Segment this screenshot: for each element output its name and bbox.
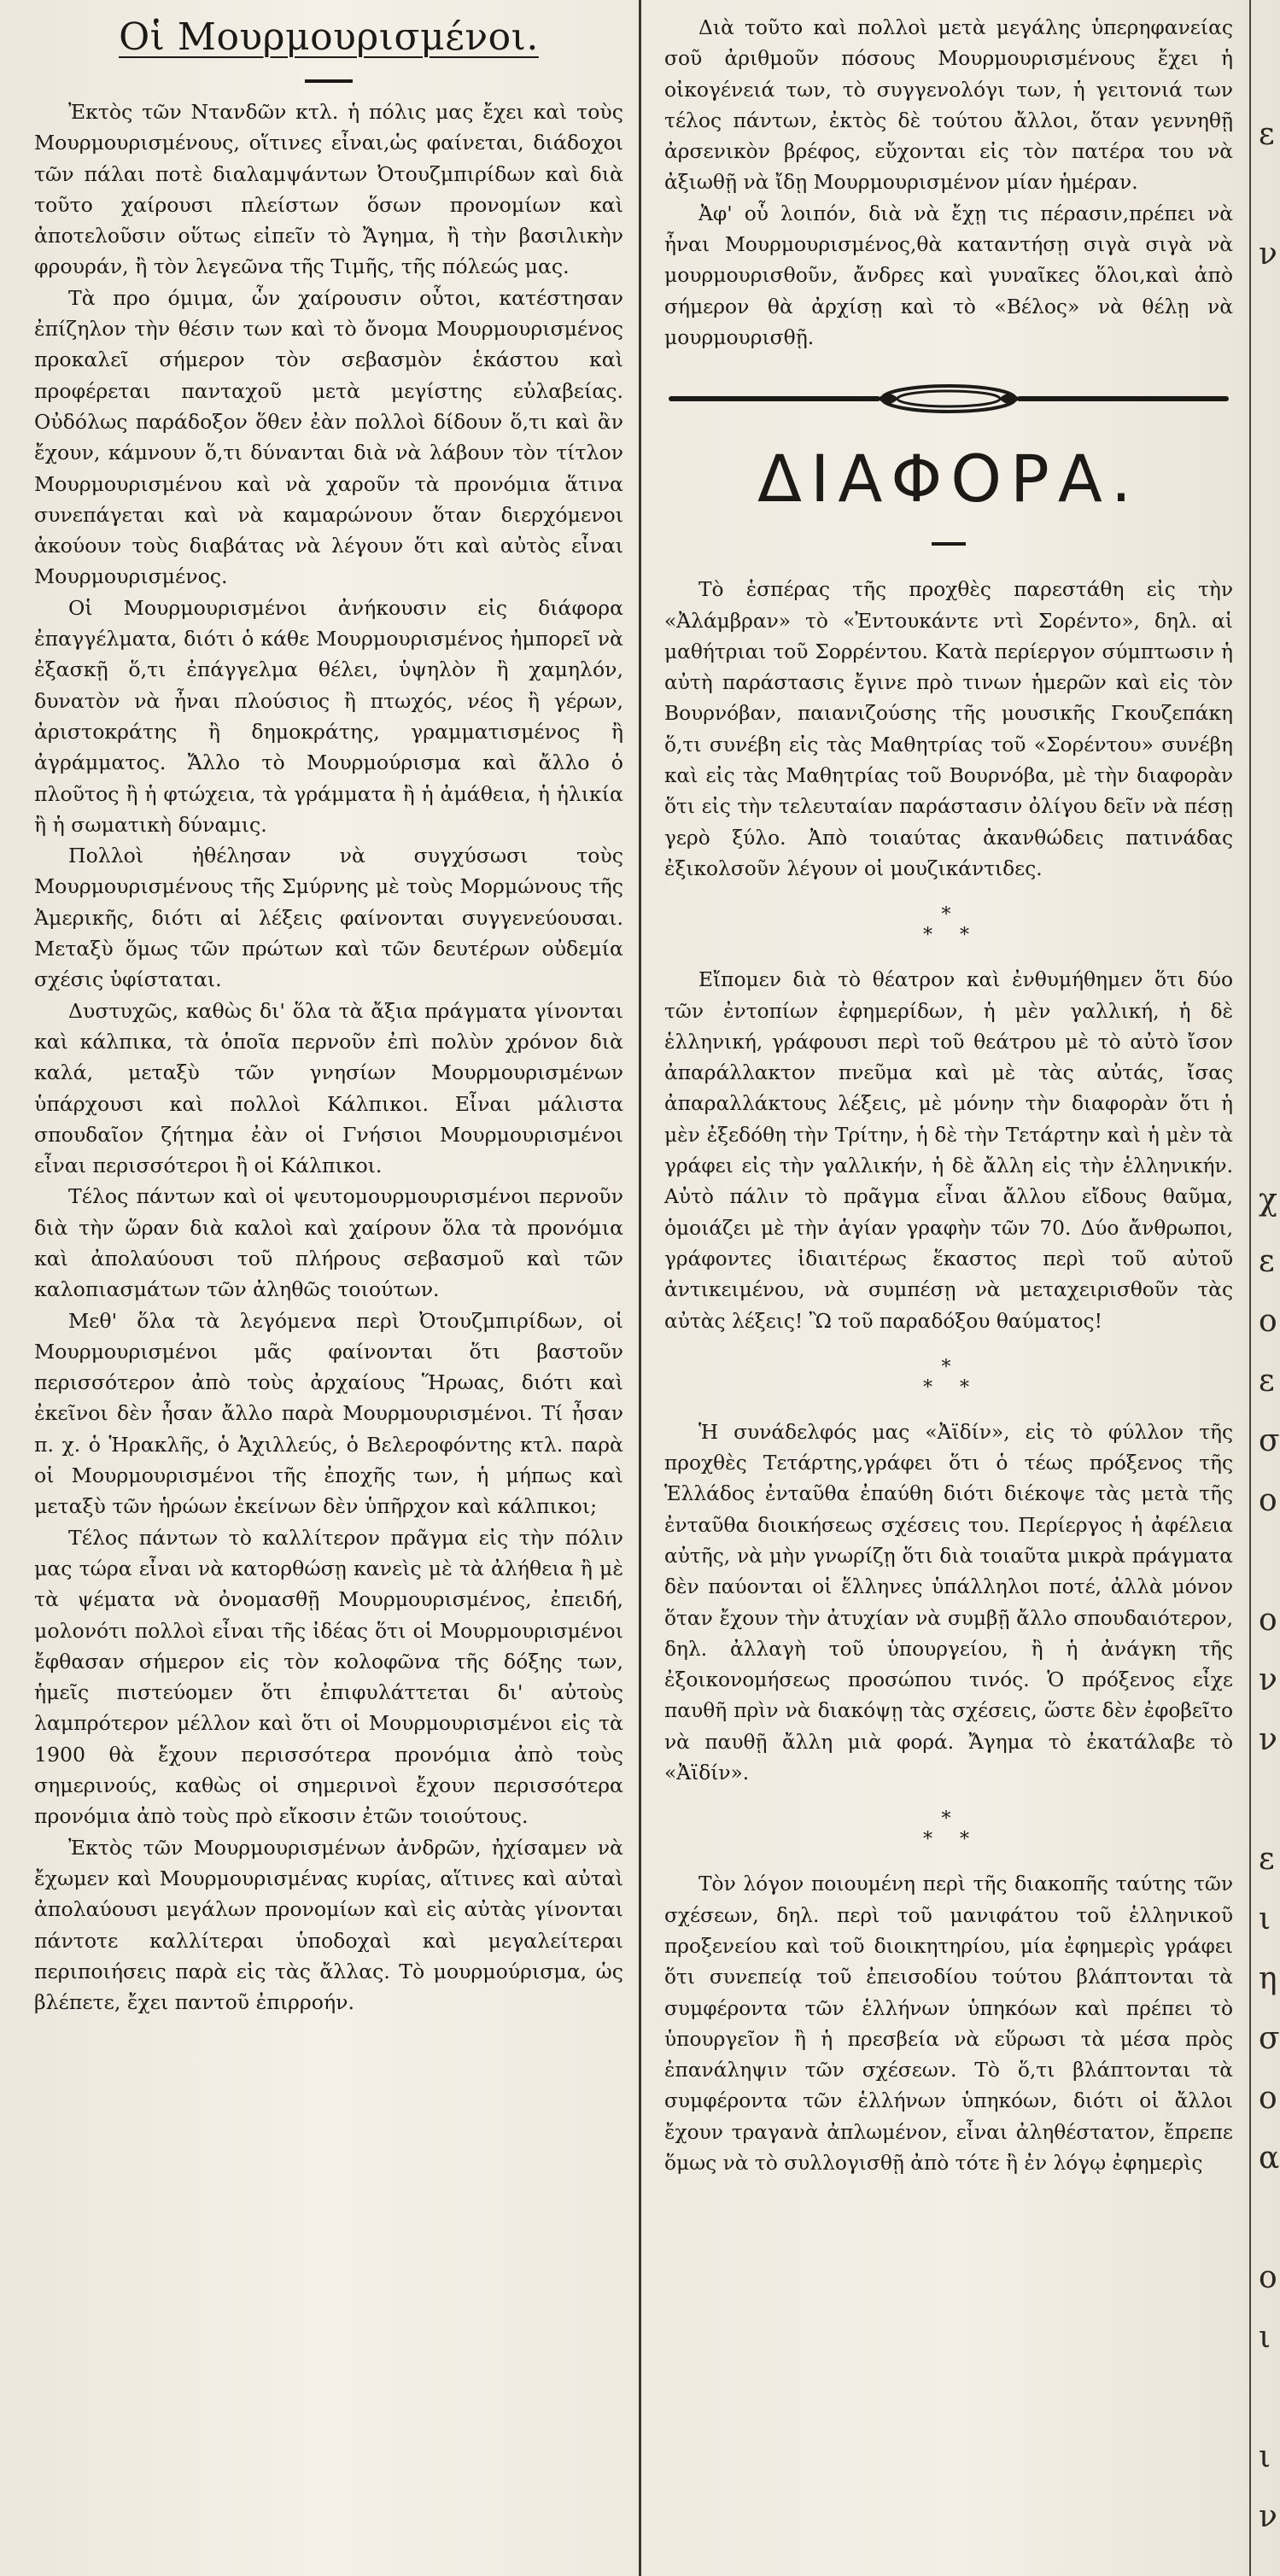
article-paragraph: Ἀφ' οὗ λοιπόν, διὰ νὰ ἔχῃ τις πέρασιν,πρέπει νὰ ἦναι Μουρμουρισμένος,θὰ καταντήσῃ σιγὰ σιγὰ νὰ μουρμουρισθοῦν, ἄνδρες καὶ γυναῖκες ὅλοι,καὶ ἀπὸ σήμερον θὰ ἀρχίσῃ καὶ τὸ «Βέλος» νὰ θέλῃ νὰ μουρμουρισθῇ. bbox=[664, 201, 1233, 349]
section-dash bbox=[932, 542, 966, 546]
edge-glyph: ν bbox=[1259, 1722, 1277, 1757]
star-glyph: * bbox=[923, 1829, 938, 1851]
title-dash bbox=[305, 79, 353, 83]
edge-glyph: ν bbox=[1259, 2499, 1277, 2534]
left-column bbox=[34, 0, 623, 2018]
edge-glyph: ε bbox=[1259, 1244, 1275, 1279]
news-item: Τὸν λόγον ποιουμένη περὶ τῆς διακοπῆς ταύτης τῶν σχέσεων, δηλ. περὶ τοῦ μανιφάτου τοῦ ἑλληνικοῦ προξενείου καὶ τοῦ διοικητηρίου, μία ἐφημερὶς γράφει ὅτι συνεπείᾳ τοῦ ἐπεισοδίου τούτου βλάπτονται τὰ συμφέροντα τῶν ἑλλήνων ὑπηκόων καὶ πρέπει τὸ ὑπουργεῖον ἢ ἡ πρεσβεία νὰ εὕρωσι τὰ μέσα πρὸς ἐπανάληψιν τῶν σχέσεων. Τὸ ὅ,τι βλάπτονται τὰ συμφέροντα τῶν ἑλλήνων ὑπηκόων, διότι οἱ ἄλλοι ἔχουν τραγανὰ ἀπλωμένον, εἶναι ἀληθέστατον, ἔπρεπε ὅμως νὰ τὸ συλλογισθῇ ἀπὸ τότε ἢ ἐν λόγῳ ἐφημερὶς bbox=[664, 1872, 1233, 2176]
edge-glyph: ο bbox=[1259, 1304, 1277, 1339]
article-title: Οἱ Μουρμουρισμένοι. bbox=[119, 15, 539, 59]
edge-glyph: ε bbox=[1259, 117, 1275, 152]
article-paragraph: Ἐκτὸς τῶν Μουρμουρισμένων ἀνδρῶν, ἠχίσαμεν νὰ ἔχωμεν καὶ Μουρμουρισμένας κυρίας, αἵτινες καὶ αὐταὶ ἀπολαύουσι μεγάλων προνομίων καὶ εἰς αὐτὰς γίνονται πάντοτε καλλίτεραι ὑποδοχαὶ καὶ μεγαλείτεραι περιποιήσεις παρὰ εἰς τὰς ἄλλας. Τὸ μουρμούρισμα, ὡς βλέπετε, ἔχει παντοῦ ἐπιρροήν. bbox=[34, 1835, 623, 2015]
column-divider bbox=[639, 0, 641, 2576]
edge-glyph: ι bbox=[1259, 1901, 1271, 1936]
edge-glyph: ν bbox=[1259, 1662, 1277, 1697]
star-glyph: * bbox=[941, 1356, 956, 1378]
edge-glyph: ν bbox=[1259, 237, 1277, 272]
edge-glyph: ο bbox=[1259, 2260, 1277, 2295]
star-glyph: * bbox=[941, 1808, 956, 1831]
edge-glyph: ε bbox=[1259, 1364, 1275, 1399]
news-items bbox=[664, 575, 1233, 2179]
edge-glyph: χ bbox=[1259, 1183, 1277, 1218]
news-item: Εἴπομεν διὰ τὸ θέατρον καὶ ἐνθυμήθημεν ὅτι δύο τῶν ἐντοπίων ἐφημερίδων, ἡ μὲν γαλλική, ἡ δὲ ἑλληνική, γράφουσι περὶ τοῦ θεάτρου μὲ τὸ αὐτὸ ἴσον ἀπαράλλακτον πνεῦμα καὶ μὲ τὰς αὐτάς, ἴσας ἀπαραλλάκτους λέξεις, μὲ μόνην τὴν διαφορὰν ὅτι ἡ μὲν ἐξεδόθη τὴν Τρίτην, ἡ δὲ τὴν Τετάρτην καὶ ἡ μὲν τὰ γράφει εἰς τὴν γαλλικήν, ἡ δὲ ἄλλη εἰς τὴν ἑλληνικήν. Αὐτὸ πάλιν τὸ πρᾶγμα εἶναι ἄλλου εἴδους θαῦμα, ὁμοιάζει μὲ τὴν ἁγίαν γραφὴν τῶν 70. Δύο ἄνθρωποι, γράφοντες ἰδιαιτέρως ἕκαστος περὶ τοῦ αὐτοῦ ἀντικειμένου, νὰ συμπέσῃ νὰ μεταχειρισθοῦν τὰς αὐτὰς λέξεις! Ὢ τοῦ παραδόξου θαύματος! bbox=[664, 968, 1233, 1333]
article-paragraph: Μεθ' ὅλα τὰ λεγόμενα περὶ Ὀτουζμπιρίδων, οἱ Μουρμουρισμένοι μᾶς φαίνονται ὅτι βαστοῦν περισσότερον ἀπὸ τοὺς ἀρχαίους Ἥρωας, διότι καὶ ἐκεῖνοι δὲν ἦσαν ἄλλο παρὰ Μουρμουρισμένοι. Τί ἦσαν π. χ. ὁ Ἡρακλῆς, ὁ Ἀχιλλεύς, ὁ Βελεροφόντης κτλ. παρὰ οἱ Μουρμουρισμένοι τῆς ἐποχῆς των, ἡ μήπως καὶ μεταξὺ τῶν ἡρώων ἐκείνων δὲν ὑπῆρχον καὶ κάλπικοι; bbox=[34, 1308, 623, 1519]
ornamental-rule bbox=[664, 382, 1233, 416]
next-column-edge bbox=[1257, 0, 1280, 2576]
edge-glyph: σ bbox=[1259, 1423, 1280, 1458]
article-paragraph: Τὰ προ όμιμα, ὧν χαίρουσιν οὗτοι, κατέστησαν ἐπίζηλον τὴν θέσιν των καὶ τὸ ὄνομα Μουρμουρισμένος προκαλεῖ σήμερον τὸν σεβασμὸν ἑκάστου καὶ προφέρεται πανταχοῦ μετὰ μεγίστης εὐλαβείας. Οὐδόλως παράδοξον ὅθεν ἐὰν πολλοὶ δίδουν ὅ,τι καὶ ἂν ἔχουν, κάμνουν ὅ,τι δύνανται διὰ νὰ λάβουν τὸν τίτλον Μουρμουρισμένου καὶ νὰ χαροῦν τὰ προνόμια ἅτινα συνεπάγεται καὶ νὰ καμαρώνουν ὅταν διερχόμενοι ἀκούουν τοὺς διαβάτας νὰ λέγουν ὅτι καὶ αὐτὸς εἶναι Μουρμουρισμένος. bbox=[34, 285, 623, 589]
star-glyph: * bbox=[960, 1376, 974, 1399]
right-column bbox=[664, 0, 1233, 2179]
article-paragraph: Δυστυχῶς, καθὼς δι' ὅλα τὰ ἄξια πράγματα γίνονται καὶ κάλπικα, τὰ ὁποῖα περνοῦν ἐπὶ πολὺν χρόνον διὰ καλά, μεταξὺ τῶν γνησίων Μουρμουρισμένων ὑπάρχουσι καὶ πολλοὶ Κάλπικοι. Εἶναι μάλιστα σπουδαῖον ζήτημα ἐὰν οἱ Γνήσιοι Μουρμουρισμένοι εἶναι περισσότεροι ἢ οἱ Κάλπικοι. bbox=[34, 998, 623, 1178]
edge-glyph: ε bbox=[1259, 1842, 1275, 1877]
edge-glyph: ο bbox=[1259, 1603, 1277, 1638]
section-title: ΔΙΑΦΟΡΑ. bbox=[757, 441, 1140, 517]
star-glyph: * bbox=[960, 1829, 974, 1851]
edge-glyph: ι bbox=[1259, 2320, 1271, 2355]
article-paragraph: Τέλος πάντων καὶ οἱ ψευτομουρμουρισμένοι περνοῦν διὰ τὴν ὥραν διὰ καλοὶ καὶ χαίρουν ὅλα τὰ προνόμια καὶ ἀπολαύουσι τοῦ πλήρους σεβασμοῦ καὶ τῶν καλοπιασμάτων τῶν ἀληθῶς τοιούτων. bbox=[34, 1184, 623, 1302]
article-paragraph: Διὰ τοῦτο καὶ πολλοὶ μετὰ μεγάλης ὑπερηφανείας σοῦ ἀριθμοῦν πόσους Μουρμουρισμένους ἔχει ἡ οἰκογένειά των, τὸ συγγενολόγι των, ἡ γειτονιά των τέλος πάντων, ἐκτὸς δὲ τούτου ἄλλοι, ὅταν γεννηθῇ ἀρσενικὸν βρέφος, εὔχονται εἰς τὸν πατέρα του νὰ ἀξιωθῇ νὰ ἴδῃ Μουρμουρισμένον μίαν ἡμέραν. bbox=[664, 15, 1233, 195]
article-paragraph: Ἐκτὸς τῶν Ντανδῶν κτλ. ἡ πόλις μας ἔχει καὶ τοὺς Μουρμουρισμένους, οἵτινες εἶναι,ὡς φαίνεται, διάδοχοι τῶν πάλαι ποτὲ διαλαμψάντων Ὀτουζμπιρίδων καὶ διὰ τοῦτο χαίρουσι πλείστων ὅσων προνομίων καὶ ἀποτελοῦσιν οὕτως εἰπεῖν τὸ Ἄγημα, ἢ τὴν βασιλικὴν φρουράν, ἢ τὸν λεγεῶνα τῆς Τιμῆς, τῆς πόλεώς μας. bbox=[34, 100, 623, 279]
edge-glyph: σ bbox=[1259, 2021, 1280, 2056]
article-paragraph: Τέλος πάντων τὸ καλλίτερον πρᾶγμα εἰς τὴν πόλιν μας τώρα εἶναι νὰ κατορθώσῃ κανεὶς μὲ τὰ ἀλήθεια ἢ μὲ τὰ ψέματα νὰ ὀνομασθῇ Μουρμουρισμένος, ἐπειδή, μολονότι πολλοὶ εἶναι τῆς ἰδέας ὅτι οἱ Μουρμουρισμένοι ἔφθασαν σήμερον εἰς τὸν κολοφῶνα τῆς δόξης των, ἡμεῖς πιστεύομεν ὅτι ἐπιφυλάττεται δι' αὐτοὺς λαμπρότερον μέλλον καὶ ὅτι οἱ Μουρμουρισμένοι εἰς τὰ 1900 θὰ ἔχουν περισσότερα προνόμια ἀπὸ τοὺς σημερινούς, καθὼς οἱ σημερινοὶ ἔχουν περισσότερα προνόμια ἀπὸ τοὺς πρὸ εἴκοσιν ἐτῶν τοιούτους. bbox=[34, 1525, 623, 1829]
edge-glyph: ι bbox=[1259, 2439, 1271, 2474]
section-separator bbox=[664, 905, 1233, 946]
star-glyph: * bbox=[960, 925, 974, 947]
article-paragraph: Πολλοὶ ἠθέλησαν νὰ συγχύσωσι τοὺς Μουρμουρισμένους τῆς Σμύρνης μὲ τοὺς Μορμώνους τῆς Ἀμερικῆς, διότι αἱ λέξεις φαίνονται συγγενεύουσαι. Μεταξὺ ὅμως τῶν πρώτων καὶ τῶν δευτέρων οὐδεμία σχέσις ὑφίσταται. bbox=[34, 844, 623, 992]
article-continuation bbox=[664, 12, 1233, 353]
edge-column-divider bbox=[1249, 0, 1251, 2576]
edge-glyph: ο bbox=[1259, 2081, 1277, 2116]
news-item: Ἡ συνάδελφός μας «Ἀϊδίν», εἰς τὸ φύλλον τῆς προχθὲς Τετάρτης,γράφει ὅτι ὁ τέως πρόξενος τῆς Ἑλλάδος ἐνταῦθα ἐπαύθη διότι διέκοψε τὰς μετὰ τῆς ἐνταῦθα διοικήσεως σχέσεις του. Περίεργος ἡ ἀφέλεια αὐτῆς, νὰ μὴν γνωρίζῃ ὅτι διὰ τοιαῦτα μικρὰ πράγματα δὲν παύονται οἱ ἕλληνες ὑπάλληλοι ποτέ, ἀλλὰ μόνον ὅταν ἔχουν τὴν ἀτυχίαν νὰ συμβῇ ἄλλο σπουδαιότερον, δηλ. ἀλλαγὴ τοῦ ὑπουργείου, ἢ ἡ ἀνάγκη τῆς ἐξοικονομήσεως προσώπου τινός. Ὁ πρόξενος εἶχε παυθῆ πρὶν νὰ διακόψῃ τὰς σχέσεις, ὥστε δὲν ἐφοβεῖτο νὰ παυθῇ ἄλλη μιὰ φορά. Ἄγημα τὸ ἐκατάλαβε τὸ «Ἀϊδίν». bbox=[664, 1420, 1233, 1785]
section-separator bbox=[664, 1809, 1233, 1850]
article-paragraph: Οἱ Μουρμουρισμένοι ἀνήκουσιν εἰς διάφορα ἐπαγγέλματα, διότι ὁ κάθε Μουρμουρισμένος ἠμπορεῖ νὰ ἐξασκῇ ὅ,τι ἐπάγγελμα θέλει, ὑψηλὸν ἢ χαμηλόν, δυνατὸν νὰ ἦναι πλούσιος ἢ πτωχός, νέος ἢ γέρων, ἀριστοκράτης ἢ δημοκράτης, γραμματισμένος ἢ ἀγράμματος. Ἄλλο τὸ Μουρμούρισμα καὶ ἄλλο ὁ πλοῦτος ἢ ἡ φτώχεια, τὰ γράμματα ἢ ἡ ἀμάθεια, ἡ ἡλικία ἢ ἡ σωματικὴ δύναμις. bbox=[34, 595, 623, 837]
edge-glyph: ο bbox=[1259, 1483, 1277, 1518]
edge-glyph: η bbox=[1259, 1961, 1277, 1996]
star-glyph: * bbox=[923, 925, 938, 947]
star-glyph: * bbox=[941, 904, 956, 926]
news-item: Τὸ ἑσπέρας τῆς προχθὲς παρεστάθη εἰς τὴν «Ἀλάμβραν» τὸ «Ἐντουκάντε ντὶ Σορέντο», δηλ. αἱ μαθήτριαι τοῦ Σορρέντου. Κατὰ περίεργον σύμπτωσιν ἡ αὐτὴ παράστασις ἔγινε πρὸ τινων ἡμερῶν καὶ εἰς τὸν Βουρνόβαν, παιανιζούσης τῆς μουσικῆς Γκουζεπάκη ὅ,τι συνέβη εἰς τὰς Μαθητρίας τοῦ «Σορέντου» συνέβη καὶ εἰς τὰς Μαθητρίας τοῦ Βουρνόβα, μὲ τὴν διαφορὰν ὅτι εἰς τὴν τελευταίαν παράστασιν ὀλίγου δεῖν νὰ πέσῃ γερὸ ξύλο. Ἀπὸ τοιαύτας ἀκανθώδεις πατινάδας ἐξικολσοῦν λέγουν οἱ μουζικάντιδες. bbox=[664, 578, 1233, 880]
star-glyph: * bbox=[923, 1376, 938, 1399]
edge-glyph: α bbox=[1259, 2141, 1280, 2176]
section-separator bbox=[664, 1358, 1233, 1399]
